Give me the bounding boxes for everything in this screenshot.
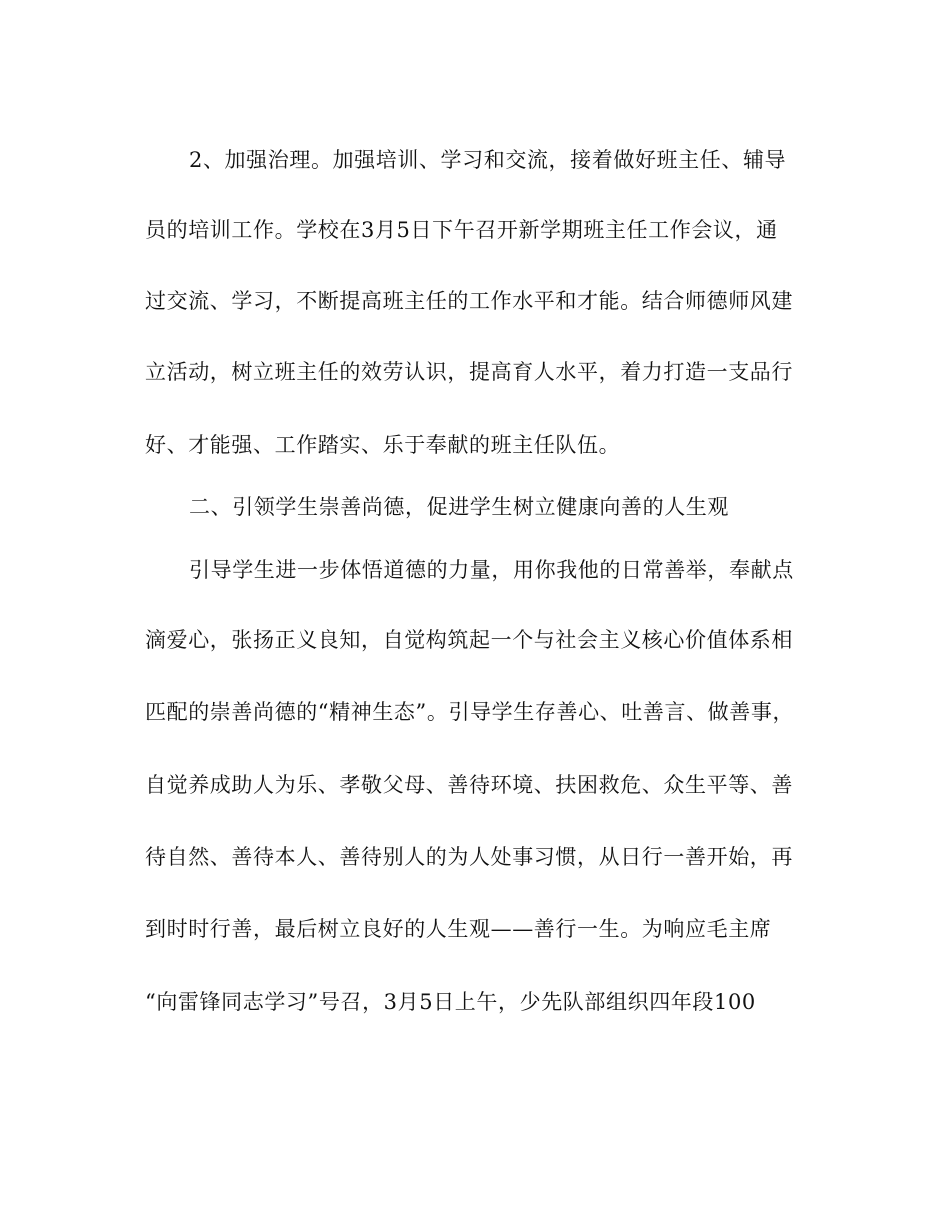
paragraph-line: 到时时行善，最后树立良好的人生观——善行一生。为响应毛主席 (145, 917, 772, 941)
paragraph-line: 好、才能强、工作踏实、乐于奉献的班主任队伍。 (145, 433, 621, 457)
paragraph-line: 员的培训工作。学校在3月5日下午召开新学期班主任工作会议，通 (145, 218, 778, 242)
paragraph-line: 过交流、学习，不断提高班主任的工作水平和才能。结合师德师风建 (145, 289, 793, 313)
paragraph-line: 自觉养成助人为乐、孝敬父母、善待环境、扶困救危、众生平等、善 (145, 773, 793, 797)
paragraph-line: 2、加强治理。加强培训、学习和交流，接着做好班主任、辅导 (189, 148, 787, 172)
section-heading: 二、引领学生崇善尚德，促进学生树立健康向善的人生观 (189, 495, 729, 519)
paragraph-line: 立活动，树立班主任的效劳认识，提高育人水平，着力打造一支品行 (145, 360, 793, 384)
paragraph-line: 待自然、善待本人、善待别人的为人处事习惯，从日行一善开始，再 (145, 845, 793, 869)
paragraph-line: 匹配的崇善尚德的“精神生态”。引导学生存善心、吐善言、做善事， (145, 700, 795, 724)
paragraph-line: 滴爱心，张扬正义良知，自觉构筑起一个与社会主义核心价值体系相 (145, 628, 793, 652)
paragraph-line: 引导学生进一步体悟道德的力量，用你我他的日常善举，奉献点 (189, 558, 794, 582)
paragraph-line: “向雷锋同志学习”号召，3月5日上午，少先队部组织四年段100 (145, 990, 756, 1014)
